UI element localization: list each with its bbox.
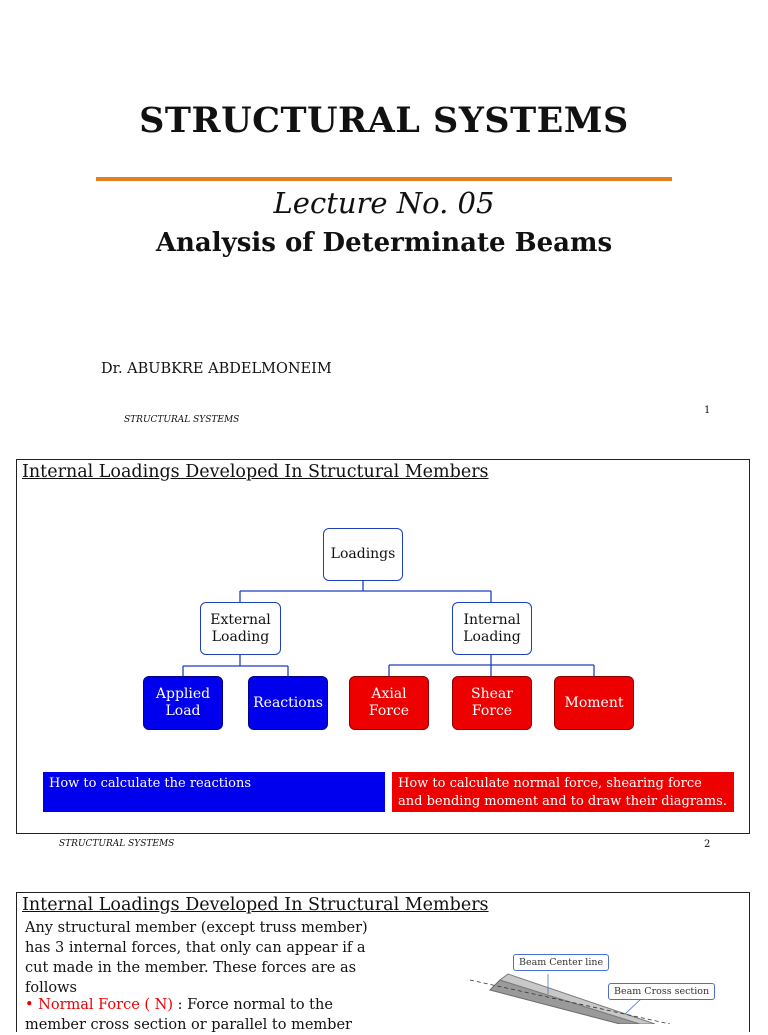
slide3-body-text: Any structural member (except truss member) has 3 internal forces, that only can appear if a cut made in the member. These forces are as follows xyxy=(25,920,368,996)
loadings-node: Loadings xyxy=(323,528,403,581)
normal-force-bullet xyxy=(25,995,385,1035)
internal-forces-note: How to calculate normal force, shearing force and bending moment and to draw their diagrams. xyxy=(392,772,734,812)
reactions-note: How to calculate the reactions xyxy=(43,772,385,812)
slide3-heading: Internal Loadings Developed In Structural Members xyxy=(22,895,489,915)
reactions-node: Reactions xyxy=(248,676,328,730)
shear-force-node: Shear Force xyxy=(452,676,532,730)
slide2-heading: Internal Loadings Developed In Structural Members xyxy=(22,462,489,482)
internal-loading-node: Internal Loading xyxy=(452,602,532,655)
slide2-footer: STRUCTURAL SYSTEMS xyxy=(59,839,175,849)
beam-cross-section-callout: Beam Cross section xyxy=(608,983,715,1000)
moment-node: Moment xyxy=(554,676,634,730)
beam-centerline-callout: Beam Center line xyxy=(513,954,609,971)
axial-force-node: Axial Force xyxy=(349,676,429,730)
author-name: Dr. ABUBKRE ABDELMONEIM xyxy=(101,361,332,377)
applied-load-node: Applied Load xyxy=(143,676,223,730)
lecture-number: Lecture No. 05 xyxy=(273,186,495,220)
slide2-page-number: 2 xyxy=(704,839,711,850)
title-divider xyxy=(96,177,672,181)
lecture-subtitle: Analysis of Determinate Beams xyxy=(155,228,613,258)
slide1-footer: STRUCTURAL SYSTEMS xyxy=(124,415,240,425)
slide1-page-number: 1 xyxy=(704,405,711,416)
normal-force-text: : Force normal to the member cross section or parallel to member xyxy=(25,997,352,1033)
slide1-title: STRUCTURAL SYSTEMS xyxy=(139,100,629,141)
normal-force-label: • Normal Force ( N) xyxy=(25,997,174,1013)
external-loading-node: External Loading xyxy=(200,602,281,655)
